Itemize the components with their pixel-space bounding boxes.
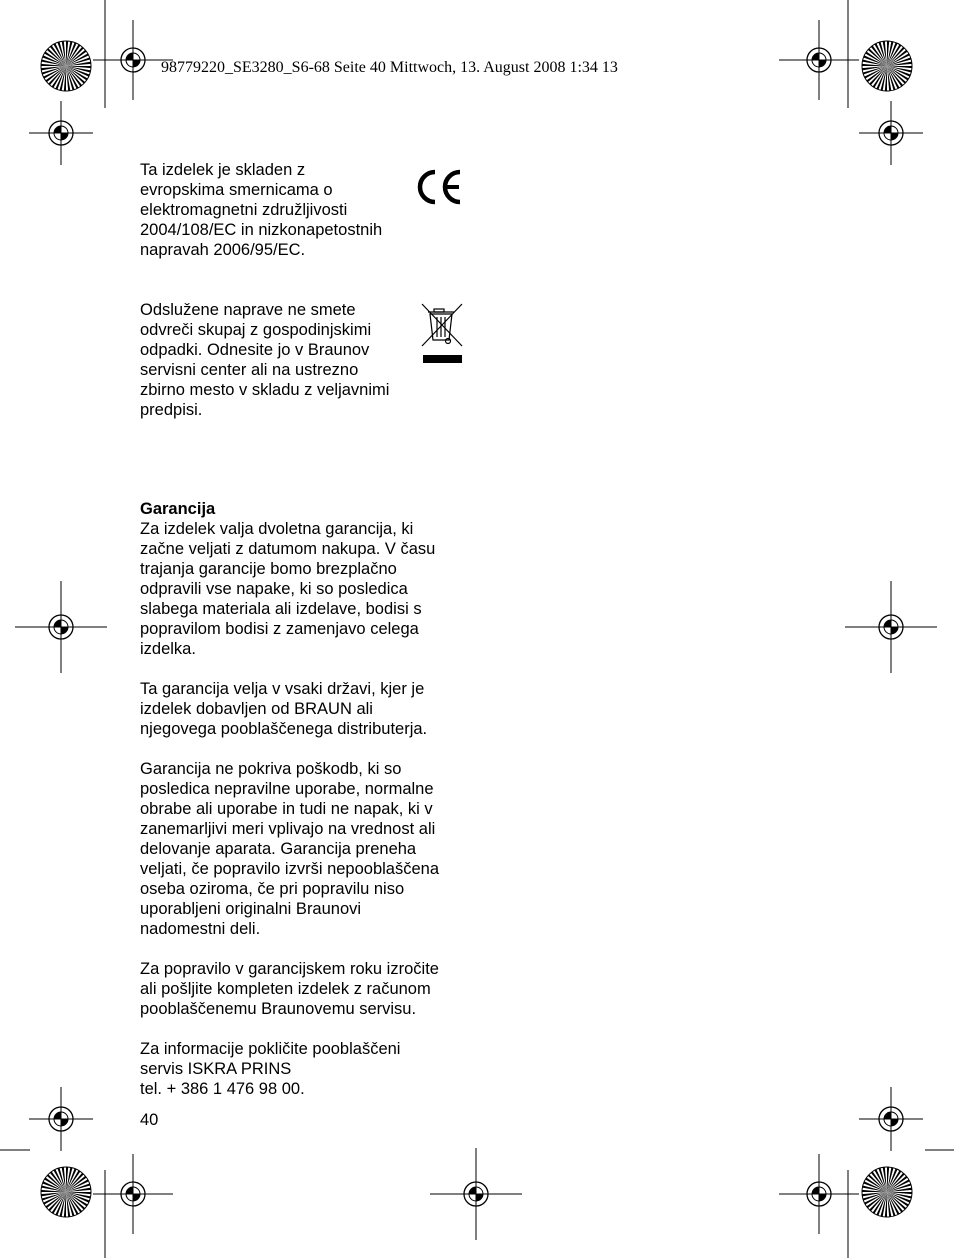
warranty-paragraph [140,679,470,739]
ce-mark-icon [414,166,464,208]
text-line: Za popravilo v garancijskem roku izročite [140,960,439,978]
text-line: popravilom bodisi z zamenjavo celega [140,620,419,638]
text-line: izdelek dobavljen od BRAUN ali [140,700,373,718]
text-line: napravah 2006/95/EC. [140,241,306,259]
text-line: delovanje aparata. Garancija preneha [140,840,417,858]
registration-mark-icon [15,581,107,673]
warranty-paragraph [140,1039,470,1099]
registration-mark-icon [779,20,859,100]
warranty-paragraph [140,759,470,939]
text-line: trajanja garancije bomo brezplačno [140,560,397,578]
starburst-target-icon [41,1167,91,1217]
starburst-target-icon [862,1167,912,1217]
registration-mark-icon [779,1154,859,1234]
text-line: njegovega pooblaščenega distributerja. [140,720,428,738]
text-line: obrabe ali uporabe in tudi ne napak, ki v [140,800,433,818]
text-line: slabega materiala ali izdelave, bodisi s [140,600,422,618]
text-line: predpisi. [140,401,203,419]
text-line: izdelka. [140,640,196,658]
text-line: začne veljati z datumom nakupa. V času [140,540,436,558]
text-line: ali pošljite kompleten izdelek z računom [140,980,431,998]
text-line: Za izdelek valja dvoletna garancija, ki [140,520,414,538]
registration-mark-icon [430,1148,522,1240]
text-line: pooblaščenemu Braunovemu servisu. [140,1000,417,1018]
registration-mark-icon [29,101,93,165]
text-line: Garancija ne pokriva poškodb, ki so [140,760,402,778]
warranty-section [140,499,470,1099]
text-line: oseba oziroma, če pri popravilu niso [140,880,405,898]
text-line: Ta garancija velja v vsaki državi, kjer je [140,680,425,698]
crossed-out-bin-icon [420,302,466,368]
text-line: zbirno mesto v skladu z veljavnimi [140,381,390,399]
text-line: servis ISKRA PRINS [140,1060,292,1078]
warranty-paragraph [140,959,470,1019]
text-line: uporabljeni originalni Braunovi [140,900,362,918]
text-line: nadomestni deli. [140,920,261,938]
starburst-target-icon [862,41,912,91]
text-line: odpadki. Odnesite jo v Braunov [140,341,370,359]
text-line: odvreči skupaj z gospodinjskimi [140,321,372,339]
starburst-target-icon [41,41,91,91]
text-line: evropskima smernicama o [140,181,333,199]
registration-mark-icon [845,581,937,673]
text-line: veljati, če popravilo izvrši nepooblaščena [140,860,439,878]
registration-mark-icon [29,1087,93,1151]
text-line: Odslužene naprave ne smete [140,301,356,319]
text-line: tel. + 386 1 476 98 00. [140,1080,305,1098]
text-line: Ta izdelek je skladen z [140,161,306,179]
text-line: servisni center ali na ustrezno [140,361,359,379]
text-line: elektromagnetni združljivosti [140,201,348,219]
text-line: odpravili vse napake, ki so posledica [140,580,408,598]
registration-mark-icon [859,1087,923,1151]
text-line: 2004/108/EC in nizkonapetostnih [140,221,383,239]
text-line: posledica nepravilne uporabe, normalne [140,780,434,798]
section-heading: Garancija [140,500,216,518]
page-number: 40 [140,1111,159,1129]
text-line: Za informacije pokličite pooblaščeni [140,1040,401,1058]
text-line: zanemarljivi meri vplivajo na vrednost ali [140,820,436,838]
print-slug: 98779220_SE3280_S6-68 Seite 40 Mittwoch, 13. August 2008 1:34 13 [161,59,618,76]
registration-mark-icon [859,101,923,165]
warranty-paragraph [140,519,470,659]
